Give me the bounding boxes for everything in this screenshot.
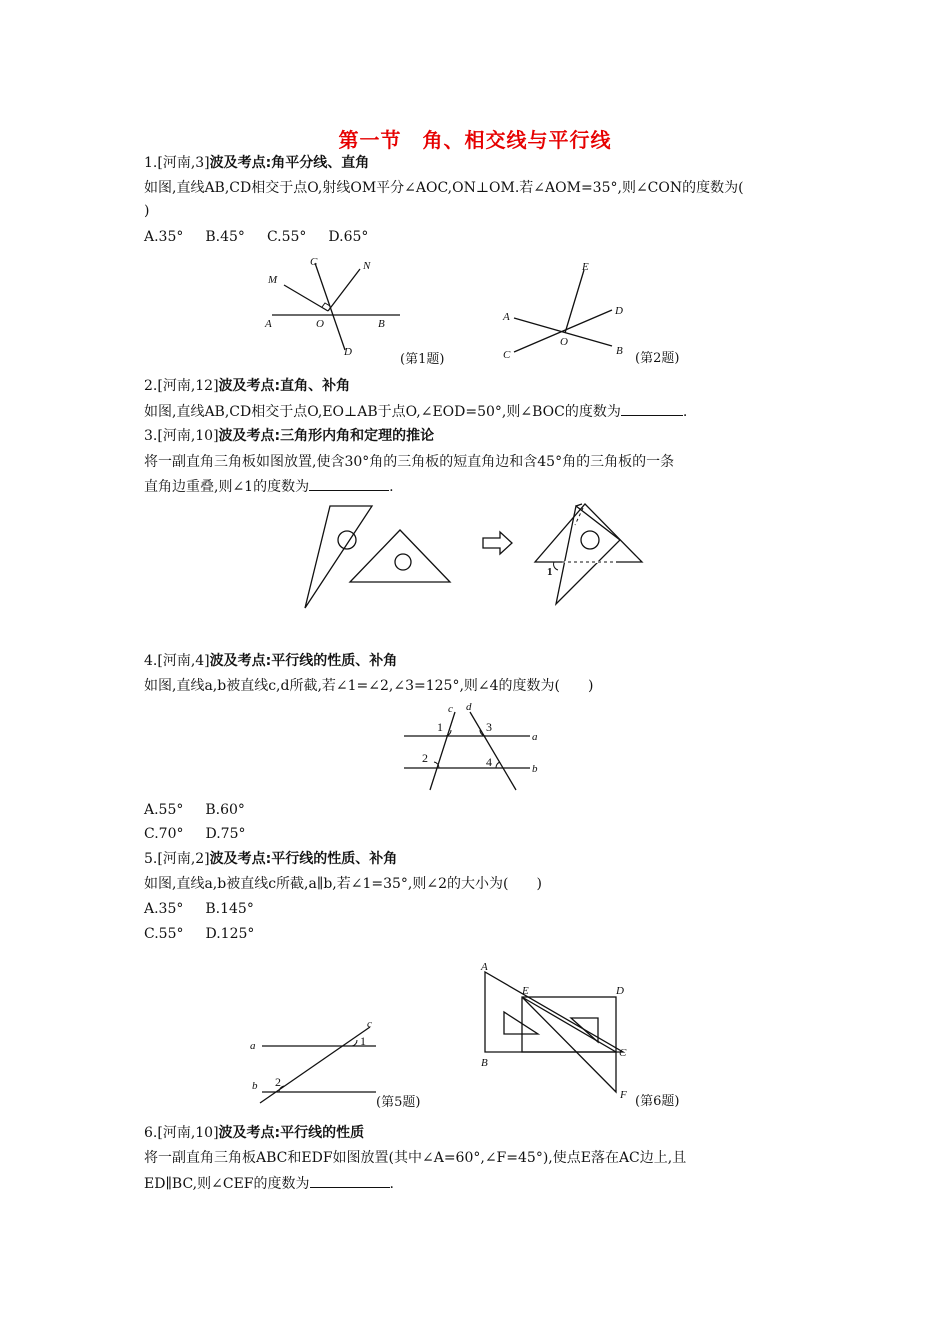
fig1-label-a: A [265,318,272,330]
figure-5 [248,1015,448,1115]
fig4-label-3: 3 [486,720,492,734]
fig6-label-e: E [522,985,529,997]
figure-3 [300,498,650,613]
fig6-label-b: B [481,1057,488,1069]
q5-options-row2 [144,924,276,944]
fig1-label-m: M [268,274,278,286]
fig2-label-o: O [560,336,568,348]
fig4-label-1: 1 [437,720,443,734]
figure-2 [500,258,700,370]
q1-number: 1.[河南,3] [144,155,210,171]
fig5-label-b: b [252,1080,258,1092]
fig2-label-d: D [615,305,623,317]
q1-option-d[interactable]: D.65° [328,229,369,245]
q5-number: 5.[河南,2] [144,851,210,867]
q6-knowledge-point: 波及考点:平行线的性质 [218,1125,365,1141]
q4-options-row1 [144,800,267,820]
fig2-label-e: E [582,261,589,273]
q4-number: 4.[河南,4] [144,653,210,669]
q3-knowledge-point: 波及考点:三角形内角和定理的推论 [218,428,435,444]
q2-text [144,401,687,422]
q6-text-line1: 将一副直角三角板ABC和EDF如图放置(其中∠A=60°,∠F=45°),使点E落在AC边上,且 [144,1150,687,1166]
q3-end: . [389,479,394,495]
q5-text: 如图,直线a,b被直线c所截,a∥b,若∠1=35°,则∠2的大小为( ) [144,876,542,892]
fig5-label-c: c [367,1018,372,1030]
q3-answer-blank[interactable] [309,476,389,491]
fig6-caption: (第6题) [635,1094,680,1109]
q4-header [144,651,397,671]
fig5-label-a: a [250,1040,256,1052]
q6-question: ED∥BC,则∠CEF的度数为 [144,1176,310,1192]
q6-text-line2 [144,1173,394,1194]
q5-option-c[interactable]: C.55° [144,926,184,942]
fig1-label-n: N [363,260,371,272]
q6-header [144,1123,364,1143]
fig6-label-d: D [616,985,624,997]
q5-knowledge-point: 波及考点:平行线的性质、补角 [209,851,398,867]
fig6-label-c: C [619,1047,627,1059]
q1-option-a[interactable]: A.35° [144,229,184,245]
fig2-caption: (第2题) [635,351,680,366]
fig3-label-1: 1 [547,566,553,578]
q6-number: 6.[河南,10] [144,1125,219,1141]
q1-header [144,153,369,173]
fig1-caption: (第1题) [400,352,445,367]
fig1-label-b: B [378,318,385,330]
q2-end: . [682,404,688,420]
q1-options [144,227,390,247]
fig1-label-d: D [344,346,352,358]
q4-text: 如图,直线a,b被直线c,d所截,若∠1=∠2,∠3=125°,则∠4的度数为( ) [144,678,594,694]
q3-number: 3.[河南,10] [144,428,219,444]
fig4-label-a: a [532,731,538,743]
q5-options-row1 [144,899,276,919]
q6-end: . [389,1176,394,1192]
fig6-label-a: A [481,961,488,973]
q2-number: 2.[河南,12] [144,378,219,394]
fig6-label-f: F [620,1089,627,1101]
fig4-label-c: c [448,703,453,715]
fig5-caption: (第5题) [376,1095,421,1110]
q5-header [144,849,397,869]
fig4-label-4: 4 [486,755,492,769]
fig1-label-o: O [316,318,324,330]
q1-option-b[interactable]: B.45° [205,229,245,245]
q4-option-c[interactable]: C.70° [144,826,184,842]
q1-option-c[interactable]: C.55° [266,229,307,245]
fig5-label-2: 2 [275,1075,281,1089]
fig2-label-a: A [503,311,510,323]
q4-knowledge-point: 波及考点:平行线的性质、补角 [209,653,398,669]
q2-knowledge-point: 波及考点:直角、补角 [218,378,351,394]
figure-1 [260,255,480,370]
q5-option-a[interactable]: A.35° [144,901,184,917]
q2-question: 如图,直线AB,CD相交于点O,EO⊥AB于点O,∠EOD=50°,则∠BOC的度数为 [144,404,621,420]
q6-answer-blank[interactable] [310,1173,390,1188]
q1-text-line1: 如图,直线AB,CD相交于点O,射线OM平分∠AOC,ON⊥OM.若∠AOM=35°,则∠CON的度数为( [144,180,744,196]
q5-option-d[interactable]: D.125° [205,926,255,942]
fig2-label-c: C [503,349,511,361]
q2-header [144,376,350,396]
q4-option-d[interactable]: D.75° [205,826,246,842]
q4-option-b[interactable]: B.60° [205,802,245,818]
q1-text-line2: ) [144,203,150,219]
fig4-label-d: d [466,701,472,713]
q2-answer-blank[interactable] [621,401,683,416]
fig5-label-1: 1 [360,1034,366,1048]
q3-header [144,426,434,446]
q1-knowledge-point: 波及考点:角平分线、直角 [209,155,370,171]
q4-options-row2 [144,824,267,844]
page-title: 第一节 角、相交线与平行线 [338,128,612,152]
fig2-label-b: B [616,345,623,357]
q3-question: 直角边重叠,则∠1的度数为 [144,479,310,495]
fig4-label-b: b [532,763,538,775]
q3-text-line2 [144,476,394,497]
fig1-label-c: C [310,256,318,268]
q3-text-line1: 将一副直角三角板如图放置,使含30°角的三角板的短直角边和含45°角的三角板的一条 [144,454,675,470]
figure-6 [478,960,710,1110]
q5-option-b[interactable]: B.145° [205,901,254,917]
q4-option-a[interactable]: A.55° [144,802,184,818]
fig4-label-2: 2 [422,751,428,765]
figure-4 [400,700,550,792]
